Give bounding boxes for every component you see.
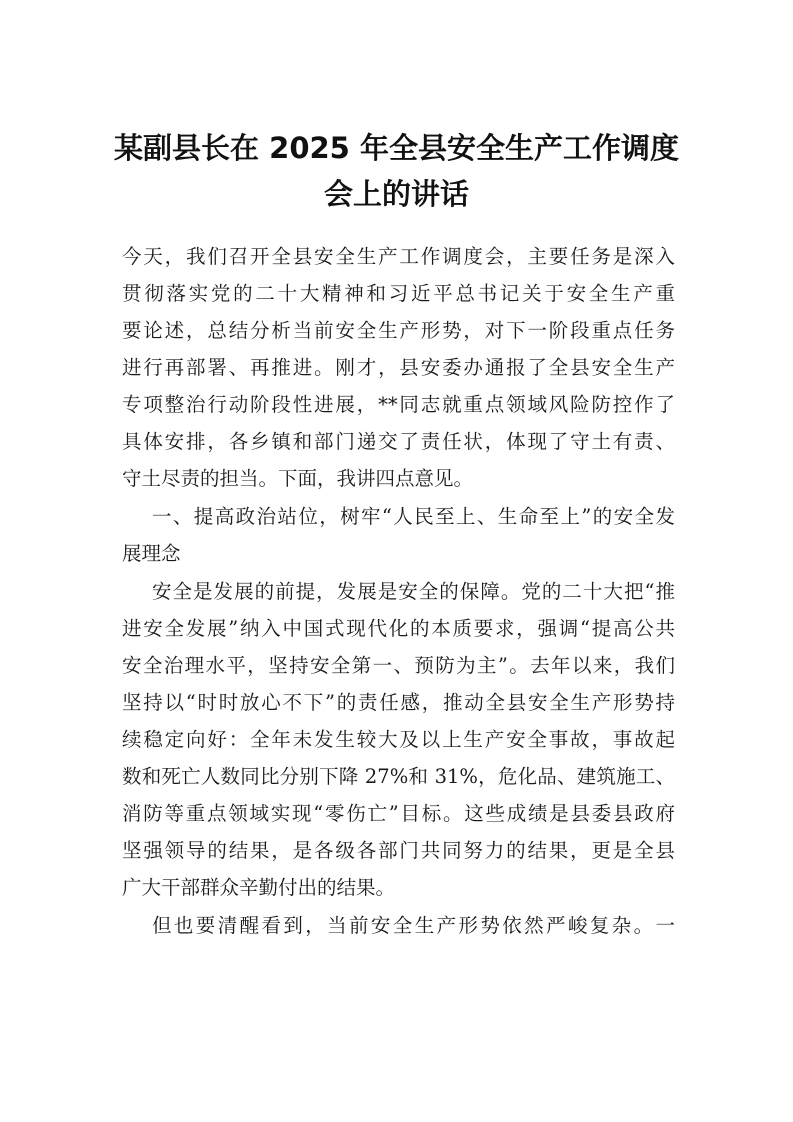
section-heading-line: 一、提高政治站位，树牢“人民至上、生命至上”的安全发 <box>152 505 675 528</box>
paragraph-line: 具体安排，各乡镇和部门递交了责任状，体现了守土有责、 <box>122 430 675 453</box>
document-title-line-2: 会上的讲话 <box>323 177 469 211</box>
paragraph-line: 安全治理水平，坚持安全第一、预防为主”。去年以来，我们 <box>122 654 675 677</box>
paragraph-line: 进行再部署、再推进。刚才，县安委办通报了全县安全生产 <box>122 356 675 379</box>
paragraph-line: 贯彻落实党的二十大精神和习近平总书记关于安全生产重 <box>122 282 675 305</box>
document-title-line-1: 某副县长在 2025 年全县安全生产工作调度 <box>114 131 679 165</box>
paragraph-line: 数和死亡人数同比分别下降 27%和 31%，危化品、建筑施工、 <box>122 765 675 788</box>
paragraph-line: 专项整治行动阶段性进展，**同志就重点领域风险防控作了 <box>122 393 675 416</box>
paragraph-line: 安全是发展的前提，发展是安全的保障。党的二十大把“推 <box>152 580 675 603</box>
paragraph-line: 广大干部群众辛勤付出的结果。 <box>122 876 396 899</box>
paragraph-line: 要论述，总结分析当前安全生产形势，对下一阶段重点任务 <box>122 319 675 342</box>
paragraph-line: 今天，我们召开全县安全生产工作调度会，主要任务是深入 <box>122 245 675 268</box>
section-heading-line: 展理念 <box>122 542 181 565</box>
paragraph-line: 守土尽责的担当。下面，我讲四点意见。 <box>122 467 474 490</box>
paragraph-line: 续稳定向好：全年未发生较大及以上生产安全事故，事故起 <box>122 728 675 751</box>
paragraph-line: 消防等重点领域实现“零伤亡”目标。这些成绩是县委县政府 <box>122 802 675 825</box>
paragraph-line: 但也要清醒看到，当前安全生产形势依然严峻复杂。一 <box>152 914 675 937</box>
paragraph-line: 进安全发展”纳入中国式现代化的本质要求，强调“提高公共 <box>122 617 675 640</box>
paragraph-line: 坚强领导的结果，是各级各部门共同努力的结果，更是全县 <box>122 839 675 862</box>
paragraph-line: 坚持以“时时放心不下”的责任感，推动全县安全生产形势持 <box>122 691 675 714</box>
